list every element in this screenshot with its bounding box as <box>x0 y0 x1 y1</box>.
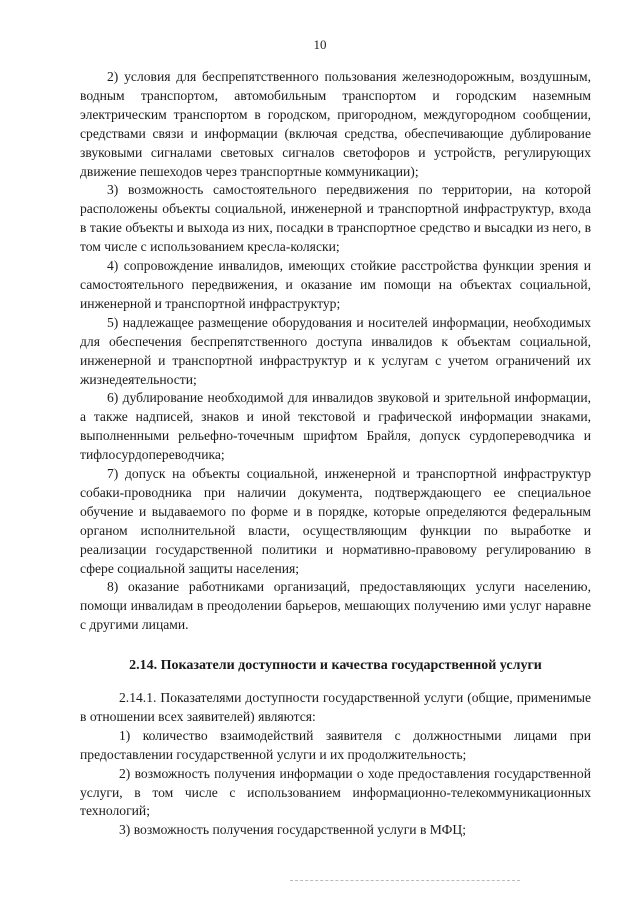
list-item: 2) условия для беспрепятственного пользования железнодорожным, воздушным, водным транспортом, автомобильным транспортом и городским наземным электрическим транспортом в городском, пригородном, междугородном сообщении, средствами связи и информации (включая средства, обеспечивающие дублирование звуковыми сигналами световых сигналов светофоров и устройств, регулирующих движение пешеходов через транспортные коммуникации); <box>80 69 591 179</box>
page-number: 10 <box>313 37 327 52</box>
section-paragraph: 1) количество взаимодействий заявителя с должностными лицами при предоставлении государственной услуги и их продолжительность; <box>80 727 591 762</box>
list-item: 3) возможность самостоятельного передвижения по территории, на которой расположены объекты социальной, инженерной и транспортной инфраструктур, входа в такие объекты и выхода из них, посадки в транспортное средство и высадки из него, в том числе с использованием кресла-коляски; <box>80 182 591 255</box>
scan-artifact-line <box>290 880 520 881</box>
list-item: 6) дублирование необходимой для инвалидов звуковой и зрительной информации, а также надписей, знаков и иной текстовой и графической информации знаками, выполненными рельефно-точечным шрифтом Брайля, допуск сурдопереводчика и тифлосурдопереводчика; <box>80 390 591 463</box>
list-item: 7) допуск на объекты социальной, инженерной и транспортной инфраструктур собаки-проводника при наличии документа, подтверждающего ее специальное обучение и выдаваемого по форме и в порядке, которые определяются федеральным органом исполнительной власти, осуществляющим функции по выработке и реализации государственной политики и нормативно-правовому регулированию в сфере социальной защиты населения; <box>80 466 591 576</box>
section-paragraph: 2) возможность получения информации о ходе предоставления государственной услуги, в том числе с использованием информационно-телекоммуникационных технологий; <box>80 765 591 819</box>
list-item: 8) оказание работниками организаций, предоставляющих услуги населению, помощи инвалидам в преодолении барьеров, мешающих получению ими услуг наравне с другими лицами. <box>80 579 591 633</box>
section-paragraph: 2.14.1. Показателями доступности государственной услуги (общие, применимые в отношении всех заявителей) являются: <box>80 690 591 724</box>
section-paragraph: 3) возможность получения государственной услуги в МФЦ; <box>119 822 466 838</box>
conditions-list <box>80 68 591 635</box>
section-body <box>80 689 591 840</box>
list-item: 4) сопровождение инвалидов, имеющих стойкие расстройства функции зрения и самостоятельного передвижения, и оказание им помощи на объектах социальной, инженерной и транспортной инфраструктур; <box>80 258 591 311</box>
list-item: 5) надлежащее размещение оборудования и носителей информации, необходимых для обеспечения беспрепятственного доступа инвалидов к объектам социальной, инженерной и транспортной инфраструктур и к услугам с учетом ограничений их жизнедеятельности; <box>80 314 591 387</box>
section-heading: 2.14. Показатели доступности и качества государственной услуги <box>129 658 542 673</box>
